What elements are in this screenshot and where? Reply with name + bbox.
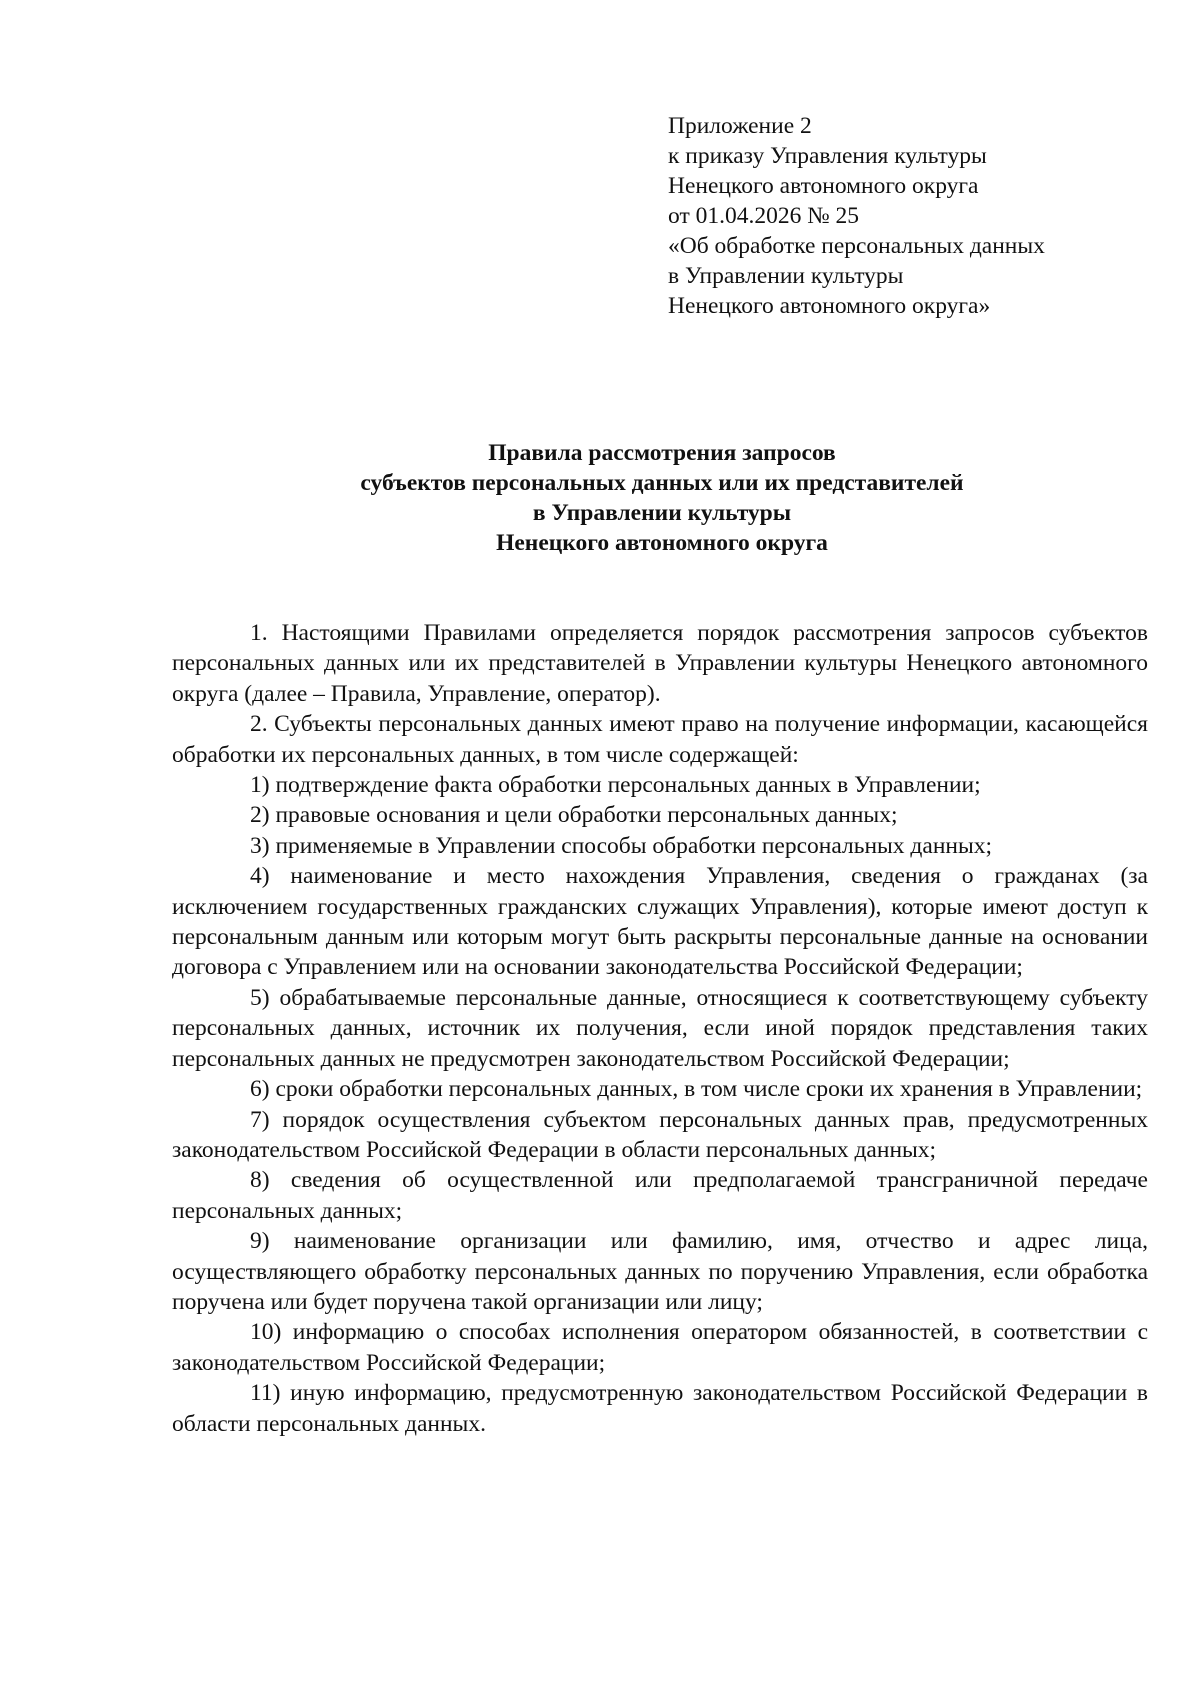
appendix-line: от 01.04.2026 № 25 (668, 203, 860, 229)
title-line: в Управлении культуры (532, 500, 792, 526)
appendix-line: Ненецкого автономного округа (668, 173, 979, 199)
list-item-10: 10) информацию о способах исполнения оператором обязанностей, в соответствии с законодательством Российской Федерации; (172, 1319, 1148, 1376)
list-item-9: 9) наименование организации или фамилию, имя, отчество и адрес лица, осуществляющего обработку персональных данных по поручению Управления, если обработка поручена или будет поручена такой организации или лицу; (172, 1228, 1148, 1315)
title-line: субъектов персональных данных или их представителей (360, 470, 964, 496)
list-item-5: 5) обрабатываемые персональные данные, относящиеся к соответствующему субъекту персональных данных, источник их получения, если иной порядок представления таких персональных данных не предусмотрен законодательством Российской Федерации; (172, 984, 1148, 1072)
appendix-header (668, 111, 1148, 321)
appendix-line: Приложение 2 (668, 113, 812, 139)
list-item-3: 3) применяемые в Управлении способы обработки персональных данных; (250, 832, 993, 859)
document-title (172, 438, 1152, 558)
title-line: Ненецкого автономного округа (496, 530, 828, 556)
list-item-4: 4) наименование и место нахождения Управления, сведения о гражданах (за исключением государственных гражданских служащих Управления), которые имеют доступ к персональным данным или которым могут быть раскрыты персональные данные на основании договора с Управлением или на основании законодательства Российской Федерации; (172, 863, 1148, 981)
list-item-1: 1) подтверждение факта обработки персональных данных в Управлении; (250, 772, 981, 799)
paragraph-2: 2. Субъекты персональных данных имеют право на получение информации, касающейся обработки их персональных данных, в том числе содержащей: (172, 711, 1148, 768)
list-item-11: 11) иную информацию, предусмотренную законодательством Российской Федерации в области персональных данных. (172, 1380, 1148, 1437)
document-body (172, 618, 1148, 1439)
appendix-line: «Об обработке персональных данных (668, 233, 1045, 259)
list-item-6: 6) сроки обработки персональных данных, в том числе сроки их хранения в Управлении; (250, 1076, 1143, 1103)
paragraph-1: 1. Настоящими Правилами определяется порядок рассмотрения запросов субъектов персональных данных или их представителей в Управлении культуры Ненецкого автономного округа (далее – Правила, Управление, оператор). (172, 620, 1148, 707)
appendix-line: в Управлении культуры (668, 263, 904, 289)
appendix-line: к приказу Управления культуры (668, 143, 987, 169)
list-item-8: 8) сведения об осуществленной или предполагаемой трансграничной передаче персональных данных; (172, 1167, 1148, 1224)
list-item-7: 7) порядок осуществления субъектом персональных данных прав, предусмотренных законодательством Российской Федерации в области персональных данных; (172, 1106, 1148, 1163)
title-line: Правила рассмотрения запросов (488, 440, 836, 466)
list-item-2: 2) правовые основания и цели обработки персональных данных; (250, 802, 898, 829)
appendix-line: Ненецкого автономного округа» (668, 293, 991, 319)
